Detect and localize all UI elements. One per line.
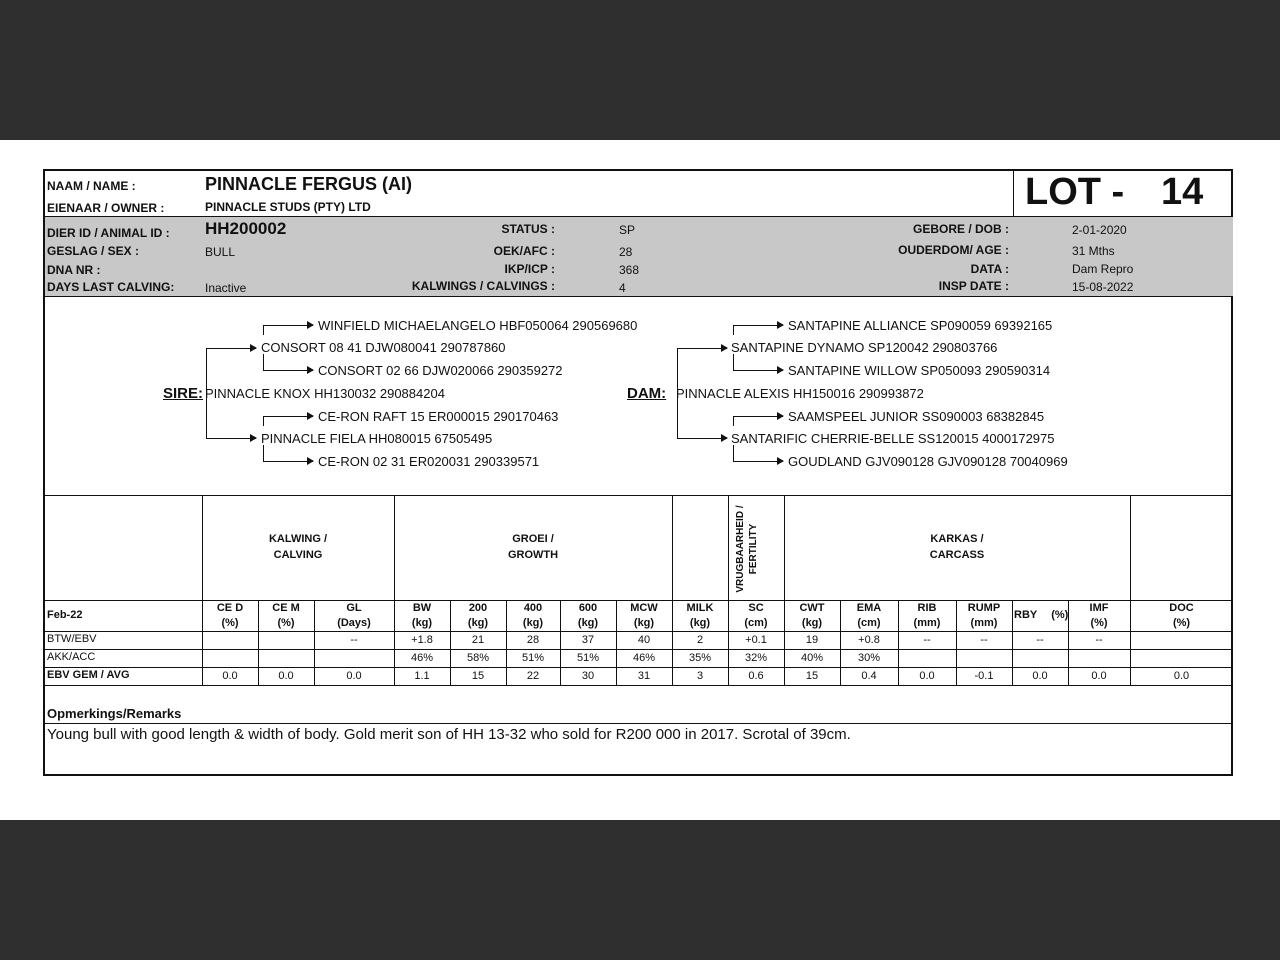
dna-label: DNA NR : — [47, 263, 101, 277]
sire-sire-upper-bracket — [263, 325, 264, 335]
divider-column-headers — [45, 631, 1233, 632]
dam-sire-name: SANTAPINE DYNAMO SP120042 290803766 — [731, 340, 998, 355]
column-header-unit: (kg) — [577, 617, 599, 629]
owner-label: EIENAAR / OWNER : — [47, 201, 165, 215]
column-header — [840, 601, 898, 631]
table-cell: 22 — [526, 670, 540, 682]
column-header-name: RUMP — [967, 602, 1001, 614]
dam-name: PINNACLE ALEXIS HH150016 290993872 — [676, 386, 924, 401]
column-header — [616, 601, 672, 631]
animal-id-value: HH200002 — [205, 219, 287, 238]
column-header-unit: (cm) — [744, 617, 768, 629]
table-cell: -- — [350, 634, 358, 646]
carcass-group-line1: KARKAS / — [930, 533, 984, 545]
column-header — [898, 601, 956, 631]
sss-arrow — [263, 325, 313, 326]
table-cell: 0.0 — [346, 670, 362, 682]
table-cell: 0.0 — [1173, 670, 1190, 682]
column-header — [258, 601, 314, 631]
lot-label: LOT - — [1025, 171, 1125, 213]
table-cell: 0.0 — [919, 670, 935, 682]
column-header-unit: (kg) — [633, 617, 655, 629]
insp-date-label: INSP DATE : — [938, 279, 1009, 293]
divider-row-avg — [45, 685, 1233, 686]
column-header-name: CE D — [216, 602, 244, 614]
column-header-name: CE M — [272, 602, 300, 614]
column-header-unit: (%) — [221, 617, 239, 629]
row-label-avg: EBV GEM / AVG — [47, 669, 130, 681]
growth-group-header — [394, 531, 672, 563]
calving-group-line1: KALWING / — [268, 533, 328, 545]
table-cell: +1.8 — [411, 634, 433, 646]
dam-label: DAM: — [627, 385, 667, 402]
fertility-group-header: VRUGBAARHEID / FERTILITY — [735, 505, 759, 593]
column-header-unit: (%) — [1090, 617, 1108, 629]
ddd-arrow — [733, 461, 783, 462]
table-cell: +0.8 — [858, 634, 880, 646]
column-header-name: 400 — [523, 602, 543, 614]
column-header-name: 600 — [578, 602, 598, 614]
icp-value: 368 — [619, 263, 640, 277]
dds-arrow — [733, 416, 783, 417]
table-cell: 0.0 — [1032, 670, 1048, 682]
days-calving-value: Inactive — [205, 281, 247, 295]
sire-sire-name: CONSORT 08 41 DJW080041 290787860 — [261, 340, 506, 355]
dam-dam-lower-bracket — [733, 445, 734, 461]
table-cell: 30% — [857, 652, 881, 664]
insp-date-value: 15-08-2022 — [1072, 280, 1134, 294]
calvings-value: 4 — [619, 281, 626, 295]
sire-bracket — [206, 348, 207, 438]
table-cell: +0.1 — [745, 634, 767, 646]
column-header — [728, 601, 784, 631]
column-header — [1012, 601, 1068, 623]
status-value: SP — [619, 223, 636, 237]
table-cell: 28 — [526, 634, 540, 646]
table-cell: 15 — [805, 670, 819, 682]
data-label: DATA : — [970, 262, 1009, 276]
sss-name: WINFIELD MICHAELANGELO HBF050064 290569680 — [318, 318, 638, 333]
sds-name: CE-RON RAFT 15 ER000015 290170463 — [318, 409, 559, 424]
divider-remarks — [45, 723, 1233, 724]
data-value: Dam Repro — [1072, 262, 1134, 276]
table-cell: 0.6 — [748, 670, 764, 682]
column-header-name: MILK — [686, 602, 714, 614]
dob-label: GEBORE / DOB : — [912, 222, 1009, 236]
days-calving-label: DAYS LAST CALVING: — [47, 280, 175, 294]
table-cell: 31 — [637, 670, 651, 682]
dam-sire-upper-bracket — [733, 325, 734, 335]
column-header — [450, 601, 506, 631]
afc-label: OEK/AFC : — [493, 244, 555, 258]
calvings-label: KALWINGS / CALVINGS : — [411, 279, 555, 293]
table-cell: -- — [980, 634, 988, 646]
table-cell: 0.0 — [278, 670, 294, 682]
column-header-unit: (cm) — [857, 617, 881, 629]
table-cell: 30 — [581, 670, 595, 682]
column-header-unit: (kg) — [411, 617, 433, 629]
column-header-name: GL — [346, 602, 362, 614]
column-header-name: BW — [412, 602, 432, 614]
column-header-unit: (%) — [277, 617, 295, 629]
row-label-acc: AKK/ACC — [47, 651, 96, 663]
ssd-arrow — [263, 370, 313, 371]
table-cell: 46% — [632, 652, 656, 664]
column-header-name: MCW — [630, 602, 658, 614]
column-header — [784, 601, 840, 631]
column-header-unit: (kg) — [689, 617, 711, 629]
afc-value: 28 — [619, 245, 633, 259]
lot-divider — [1013, 171, 1014, 216]
dam-sire-arrow — [677, 348, 727, 349]
sire-sire-lower-bracket — [263, 354, 264, 370]
table-cell: -- — [1095, 634, 1103, 646]
column-header-unit: (kg) — [801, 617, 823, 629]
table-cell: 0.0 — [1091, 670, 1107, 682]
divider-top-info — [45, 216, 1233, 217]
column-header — [956, 601, 1012, 631]
column-header — [1130, 601, 1233, 631]
table-cell: 46% — [410, 652, 434, 664]
table-cell: 51% — [576, 652, 600, 664]
table-cell: 0.0 — [222, 670, 238, 682]
dam-dam-arrow — [677, 438, 727, 439]
table-cell: -0.1 — [974, 670, 994, 682]
name-label: NAAM / NAME : — [47, 179, 136, 193]
icp-label: IKP/ICP : — [504, 262, 555, 276]
calving-group-header — [202, 531, 394, 563]
lot-card — [43, 169, 1233, 776]
dss-arrow — [733, 325, 783, 326]
table-cell: 40 — [637, 634, 651, 646]
dob-value: 2-01-2020 — [1072, 223, 1127, 237]
divider-bottom-info — [45, 296, 1233, 297]
sire-label: SIRE: — [163, 385, 204, 402]
lot-number: 14 — [1161, 171, 1204, 213]
column-header-unit: (kg) — [522, 617, 544, 629]
sdd-name: CE-RON 02 31 ER020031 290339571 — [318, 454, 540, 469]
dsd-arrow — [733, 370, 783, 371]
dam-dam-upper-bracket — [733, 416, 734, 426]
column-header-unit: (%) — [1172, 617, 1191, 629]
row-label-ebv: BTW/EBV — [47, 633, 97, 645]
table-cell: 51% — [521, 652, 545, 664]
table-cell: 1.1 — [414, 670, 430, 682]
table-cell: 35% — [688, 652, 712, 664]
column-header-unit: (kg) — [467, 617, 489, 629]
ddd-name: GOUDLAND GJV090128 GJV090128 70040969 — [788, 454, 1068, 469]
carcass-group-header — [784, 531, 1130, 563]
column-header-unit: (mm) — [970, 617, 998, 629]
column-header-unit: (%) — [1051, 609, 1069, 621]
column-header — [394, 601, 450, 631]
sire-name: PINNACLE KNOX HH130032 290884204 — [205, 386, 445, 401]
column-header — [314, 601, 394, 631]
column-header-inline — [1012, 608, 1068, 623]
sire-sire-arrow — [206, 348, 256, 349]
dam-bracket — [677, 348, 678, 438]
growth-group-line2: GROWTH — [507, 549, 559, 561]
column-header — [560, 601, 616, 631]
age-label: OUDERDOM/ AGE : — [898, 243, 1009, 257]
status-label: STATUS : — [501, 222, 555, 236]
animal-id-label: DIER ID / ANIMAL ID : — [47, 226, 170, 240]
column-header-unit: (mm) — [913, 617, 941, 629]
column-header-name: IMF — [1089, 602, 1109, 614]
growth-group-line1: GROEI / — [512, 533, 554, 545]
vline-carcass-end — [1130, 495, 1131, 685]
column-header-name: DOC — [1169, 602, 1194, 614]
calving-group-line2: CALVING — [273, 549, 323, 561]
column-header — [202, 601, 258, 631]
dam-dam-name: SANTARIFIC CHERRIE-BELLE SS120015 4000172975 — [731, 431, 1055, 446]
table-cell: 21 — [471, 634, 485, 646]
carcass-group-line2: CARCASS — [929, 549, 985, 561]
column-header-name: 200 — [468, 602, 488, 614]
vline-label-col — [202, 495, 203, 685]
column-header-name: RBY — [1014, 609, 1038, 621]
column-header-name: RIB — [917, 602, 937, 614]
divider-row-acc — [45, 667, 1233, 668]
age-value: 31 Mths — [1072, 244, 1115, 258]
table-cell: 32% — [744, 652, 768, 664]
remarks-label: Opmerkings/Remarks — [47, 706, 182, 721]
sex-label: GESLAG / SEX : — [47, 244, 140, 258]
dam-sire-lower-bracket — [733, 354, 734, 370]
column-header-name: SC — [748, 602, 764, 614]
table-cell: 15 — [471, 670, 485, 682]
sds-arrow — [263, 416, 313, 417]
remarks-text: Young bull with good length & width of body. Gold merit son of HH 13-32 who sold for R200 000 in 2017. Scrotal of 39cm. — [47, 726, 851, 743]
owner-value: PINNACLE STUDS (PTY) LTD — [205, 200, 371, 214]
table-cell: 0.4 — [861, 670, 877, 682]
table-cell: -- — [1036, 634, 1044, 646]
column-header-unit: (Days) — [337, 617, 371, 629]
dss-name: SANTAPINE ALLIANCE SP090059 69392165 — [788, 318, 1053, 333]
divider-row-ebv — [45, 649, 1233, 650]
sire-dam-upper-bracket — [263, 416, 264, 426]
divider-table-top — [45, 495, 1233, 496]
ssd-name: CONSORT 02 66 DJW020066 290359272 — [318, 363, 563, 378]
animal-name: PINNACLE FERGUS (AI) — [205, 174, 412, 194]
dsd-name: SANTAPINE WILLOW SP050093 290590314 — [788, 363, 1051, 378]
table-cell: 40% — [800, 652, 824, 664]
sire-dam-arrow — [206, 438, 256, 439]
sire-dam-lower-bracket — [263, 445, 264, 461]
column-header-name: EMA — [856, 602, 882, 614]
table-cell: 2 — [696, 634, 704, 646]
table-cell: 3 — [696, 670, 704, 682]
sdd-arrow — [263, 461, 313, 462]
ebv-date: Feb-22 — [47, 609, 83, 621]
dds-name: SAAMSPEEL JUNIOR SS090003 68382845 — [788, 409, 1045, 424]
table-cell: 19 — [805, 634, 819, 646]
sire-dam-name: PINNACLE FIELA HH080015 67505495 — [261, 431, 493, 446]
column-header — [672, 601, 728, 631]
sex-value: BULL — [205, 245, 236, 259]
table-cell: 37 — [581, 634, 595, 646]
column-header-name: CWT — [799, 602, 825, 614]
column-header — [1068, 601, 1130, 631]
table-cell: -- — [923, 634, 931, 646]
column-header — [506, 601, 560, 631]
table-cell: 58% — [466, 652, 490, 664]
